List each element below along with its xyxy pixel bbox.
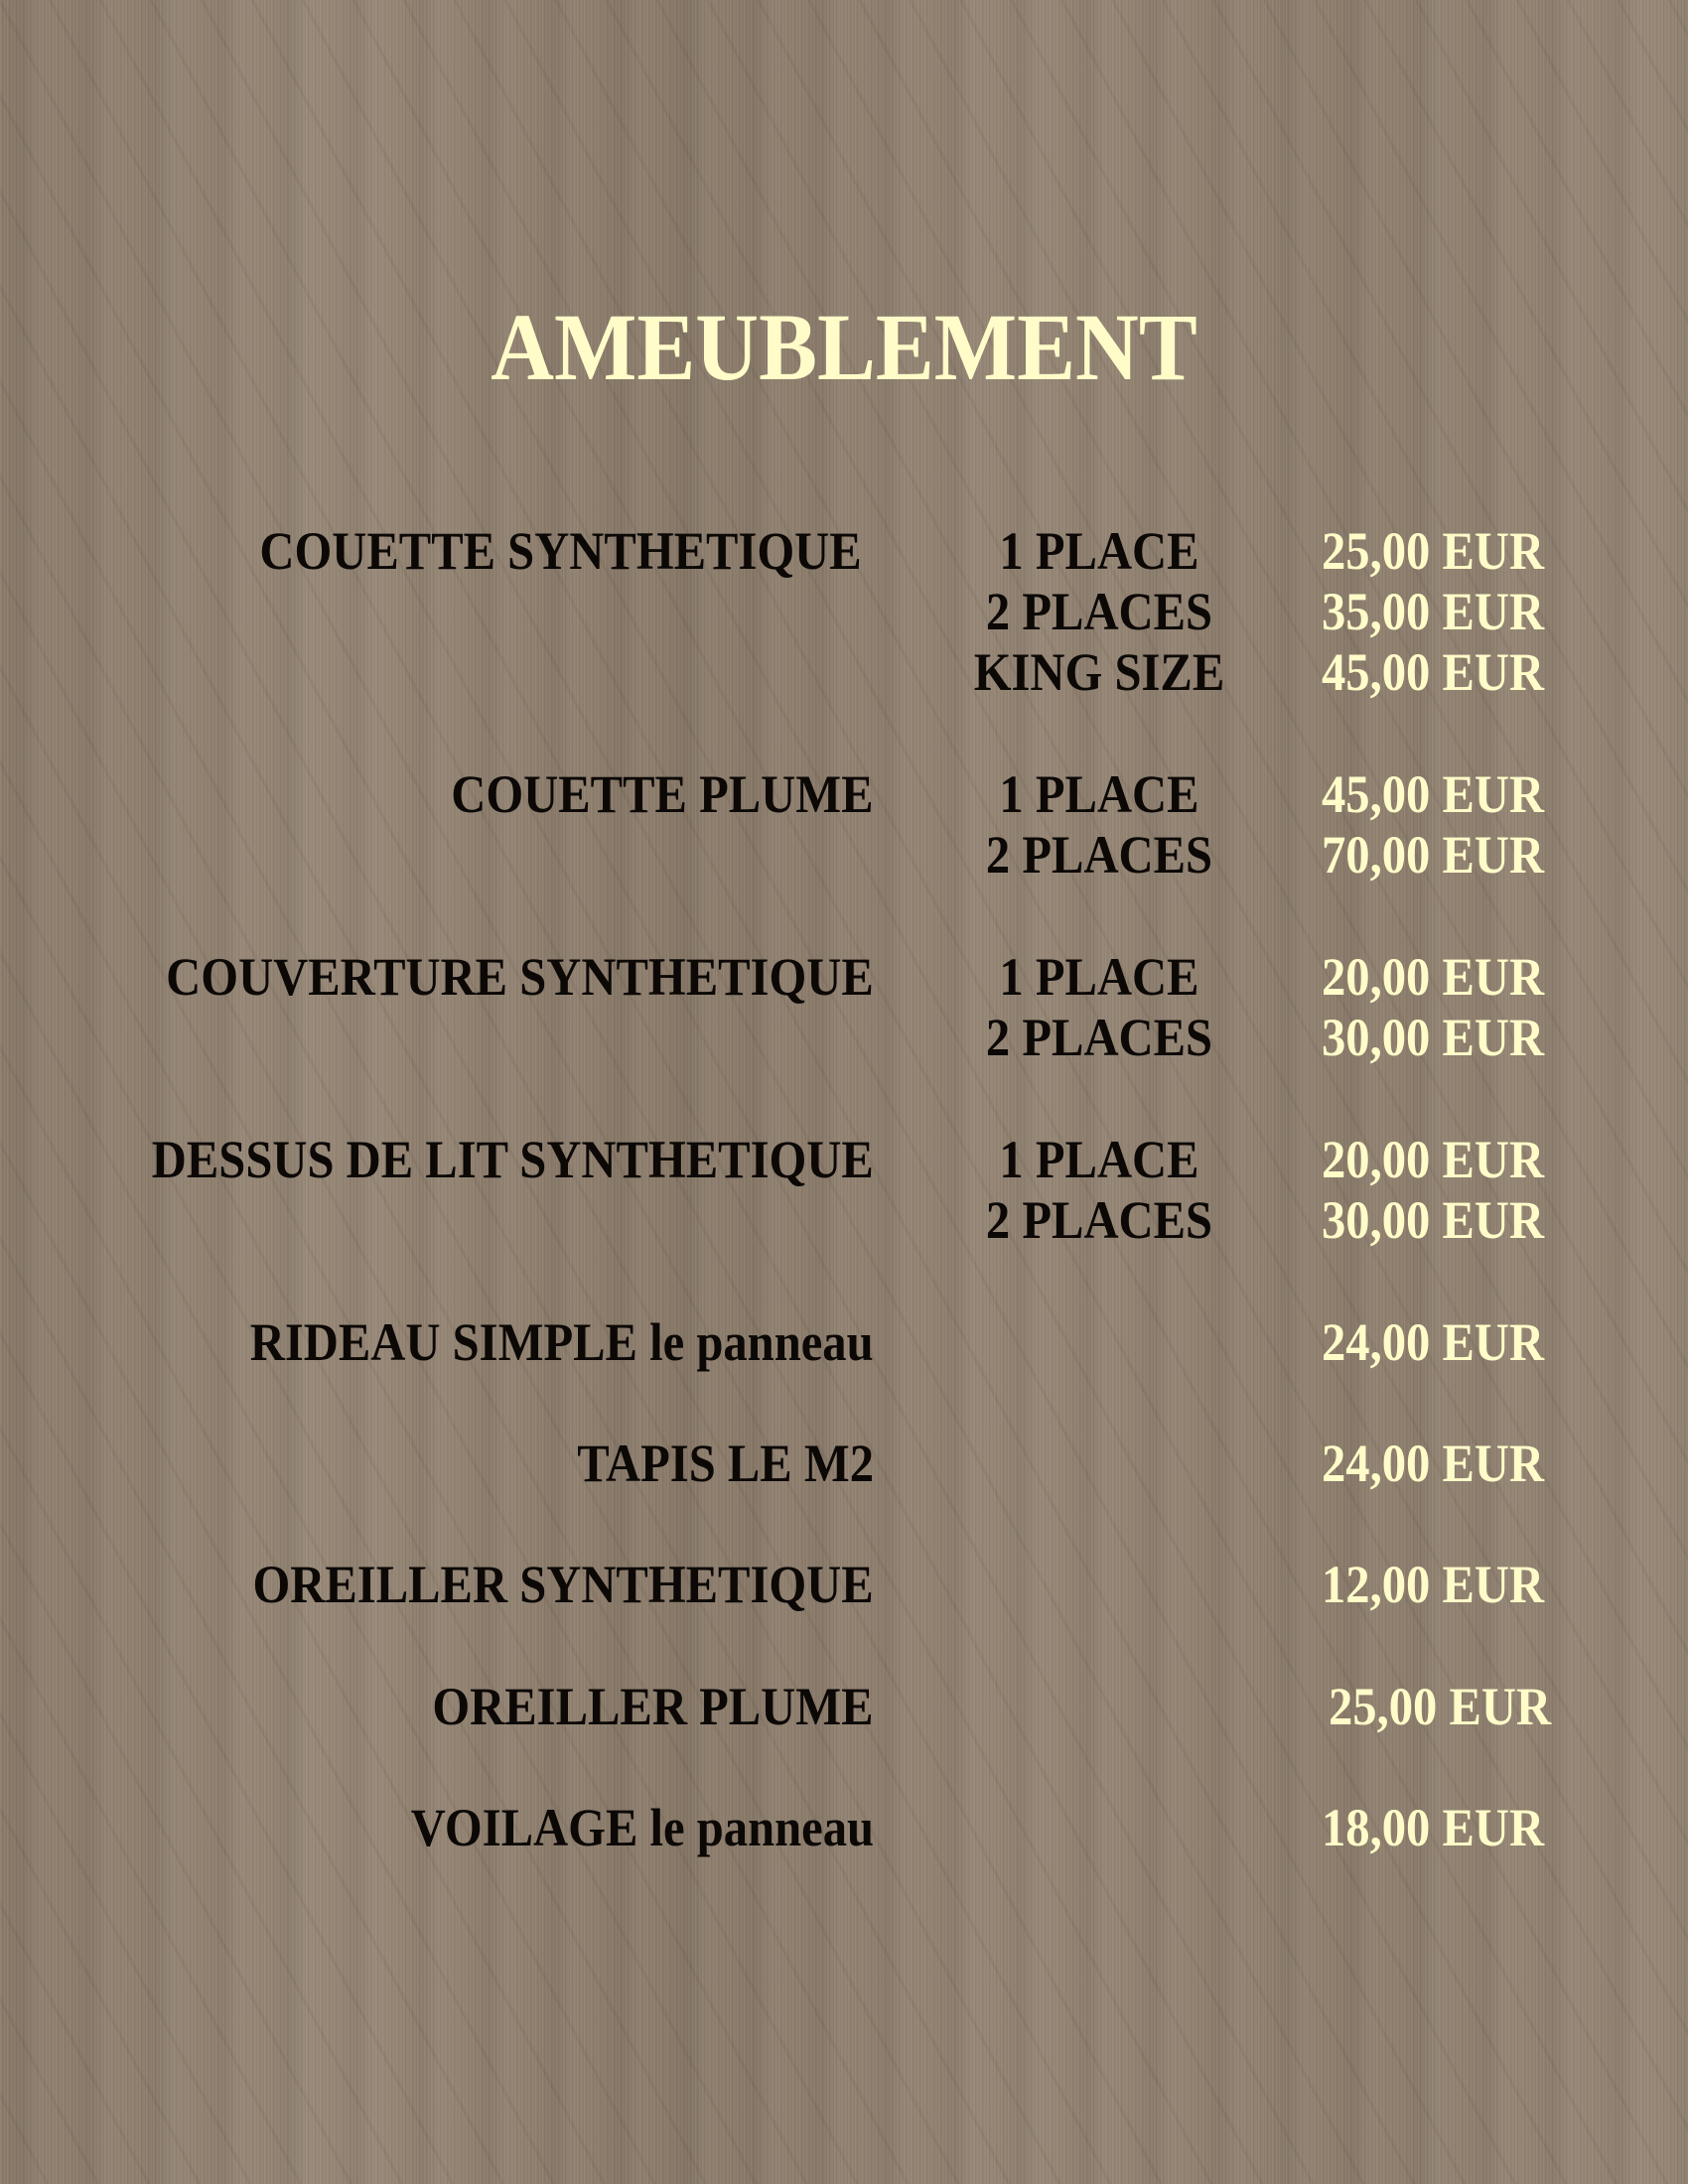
- item-price: 20,00 EUR: [1322, 1130, 1545, 1189]
- item-name-dessus-de-lit-synthetique: DESSUS DE LIT SYNTHETIQUE: [151, 1130, 874, 1189]
- item-variant: 1 PLACE: [999, 521, 1199, 581]
- item-name-couette-synthetique: COUETTE SYNTHETIQUE: [259, 521, 862, 581]
- item-price: 12,00 EUR: [1322, 1555, 1545, 1614]
- item-name-tapis: TAPIS LE M2: [577, 1433, 874, 1493]
- item-price: 18,00 EUR: [1322, 1798, 1545, 1857]
- item-price: 30,00 EUR: [1322, 1190, 1545, 1250]
- item-price: 25,00 EUR: [1322, 521, 1545, 581]
- item-variant: 2 PLACES: [985, 825, 1213, 885]
- item-name-couverture-synthetique: COUVERTURE SYNTHETIQUE: [166, 947, 874, 1007]
- item-variant: 1 PLACE: [999, 947, 1199, 1007]
- item-variant: KING SIZE: [973, 642, 1225, 702]
- item-variant: 2 PLACES: [985, 1190, 1213, 1250]
- item-name-oreiller-plume: OREILLER PLUME: [432, 1677, 874, 1736]
- item-price: 24,00 EUR: [1322, 1312, 1545, 1372]
- item-price: 70,00 EUR: [1322, 825, 1545, 885]
- item-price: 45,00 EUR: [1322, 642, 1545, 702]
- item-name-oreiller-synthetique: OREILLER SYNTHETIQUE: [252, 1555, 874, 1614]
- item-variant: 1 PLACE: [999, 764, 1199, 824]
- item-variant: 2 PLACES: [985, 1008, 1213, 1067]
- item-price: 45,00 EUR: [1322, 764, 1545, 824]
- page-title: AMEUBLEMENT: [491, 294, 1197, 400]
- item-price: 25,00 EUR: [1329, 1677, 1552, 1736]
- item-price: 30,00 EUR: [1322, 1008, 1545, 1067]
- item-name-rideau-simple: RIDEAU SIMPLE le panneau: [250, 1312, 874, 1372]
- item-name-couette-plume: COUETTE PLUME: [451, 764, 874, 824]
- item-price: 35,00 EUR: [1322, 582, 1545, 641]
- item-price: 24,00 EUR: [1322, 1433, 1545, 1493]
- item-variant: 1 PLACE: [999, 1130, 1199, 1189]
- item-variant: 2 PLACES: [985, 582, 1213, 641]
- item-price: 20,00 EUR: [1322, 947, 1545, 1007]
- item-name-voilage: VOILAGE le panneau: [410, 1798, 874, 1857]
